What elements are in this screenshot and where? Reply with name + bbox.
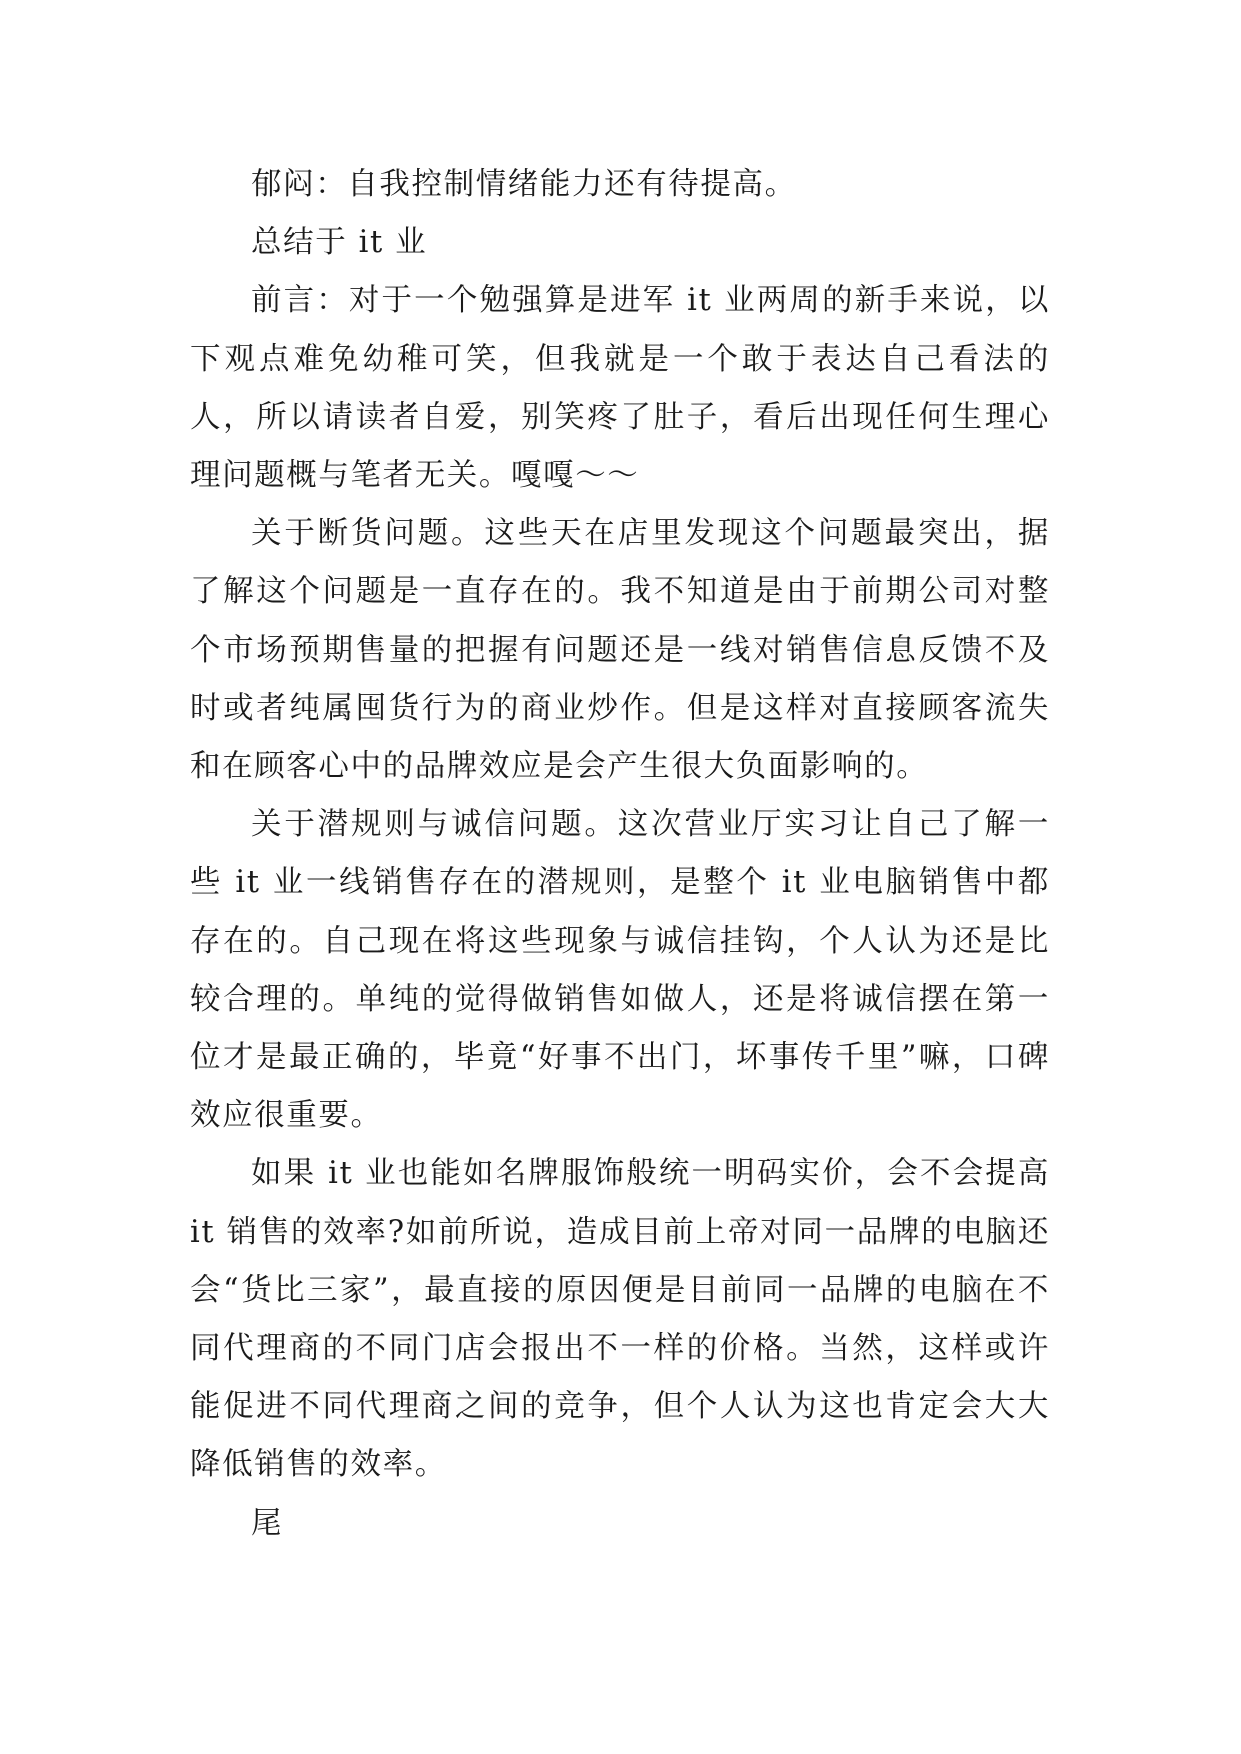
paragraph: 关于断货问题。这些天在店里发现这个问题最突出，据了解这个问题是一直存在的。我不知道是由于前期公司对整个市场预期售量的把握有问题还是一线对销售信息反馈不及时或者纯属囤货行为的商业炒作。但是这样对直接顾客流失和在顾客心中的品牌效应是会产生很大负面影响的。 [190,516,1050,785]
section-heading: 总结于 it 业 [251,225,428,261]
paragraph: 如果 it 业也能如名牌服饰般统一明码实价，会不会提高 it 销售的效率?如前所说，造成目前上帝对同一品牌的电脑还会“货比三家”，最直接的原因便是目前同一品牌的电脑在不同代理商的不同门店会报出不一样的价格。当然，这样或许能促进不同代理商之间的竞争，但个人认为这也肯定会大大降低销售的效率。 [190,1156,1050,1483]
paragraph: 关于潜规则与诚信问题。这次营业厅实习让自己了解一些 it 业一线销售存在的潜规则，是整个 it 业电脑销售中都存在的。自己现在将这些现象与诚信挂钩，个人认为还是比较合理的。单纯的觉得做销售如做人，还是将诚信摆在第一位才是最正确的，毕竟“好事不出门，坏事传千里”嘛，口碑效应很重要。 [190,807,1050,1134]
document-body [190,156,1050,1553]
paragraph: 前言：对于一个勉强算是进军 it 业两周的新手来说，以下观点难免幼稚可笑，但我就是一个敢于表达自己看法的人，所以请读者自爱，别笑疼了肚子，看后出现任何生理心理问题概与笔者无关。嘎嘎～～ [190,283,1050,494]
paragraph: 郁闷：自我控制情绪能力还有待提高。 [251,167,797,202]
paragraph: 尾 [251,1505,284,1541]
